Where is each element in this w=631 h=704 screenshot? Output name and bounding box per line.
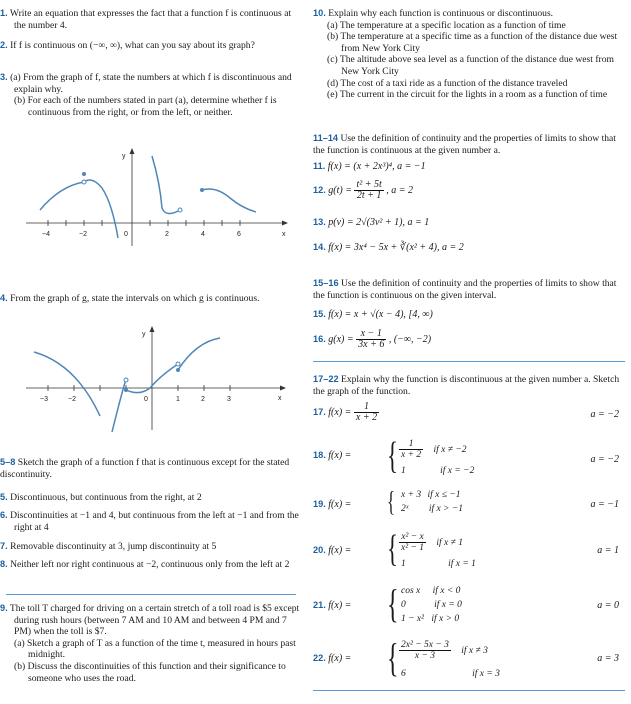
tick-label: 6 xyxy=(237,231,241,238)
equation-lhs: f(x) = xyxy=(328,653,352,664)
problem-11 xyxy=(313,161,426,173)
brace: { xyxy=(387,635,399,680)
equation-lhs: f(x) = xyxy=(328,499,352,510)
problem-7 xyxy=(0,541,300,553)
problem-18 xyxy=(313,450,351,462)
problem-number: 21. xyxy=(313,600,326,610)
curve-segment-2 xyxy=(84,180,118,238)
problem-1 xyxy=(0,8,300,31)
curve-segment-4 xyxy=(202,189,256,212)
problem-number: 14. xyxy=(313,242,326,252)
fraction xyxy=(354,180,383,201)
tick-label: 1 xyxy=(176,396,180,403)
denominator: 3x + 6 xyxy=(358,339,385,350)
case-condition: if x ≠ −2 xyxy=(433,444,467,455)
numerator: x² − x xyxy=(399,532,426,543)
case-condition: if x = 1 xyxy=(448,559,476,569)
problem-number: 1. xyxy=(0,8,8,18)
given-a: a = −1 xyxy=(590,499,619,510)
case-row xyxy=(399,439,467,460)
equation-tail: , (−∞, −2) xyxy=(388,333,432,345)
case-value: x + 3 xyxy=(401,490,422,500)
case-row xyxy=(399,640,488,661)
problem-6 xyxy=(0,510,300,533)
fraction xyxy=(399,640,451,661)
problem-number: 8. xyxy=(0,559,8,569)
tick-label: −2 xyxy=(68,396,76,403)
problem-number: 13. xyxy=(313,217,326,227)
equation-lhs: g(x) = xyxy=(328,333,354,345)
case-value: 2ˣ xyxy=(401,504,409,514)
denominator: x + 2 xyxy=(401,450,422,460)
numerator: 2x² − 5x − 3 xyxy=(401,640,449,650)
problem-number: 16. xyxy=(313,333,326,344)
case-value: cos x xyxy=(401,586,421,596)
list-item: (a) The temperature at a specific location as a function of time xyxy=(327,19,566,31)
fraction xyxy=(399,532,426,553)
group-15-16 xyxy=(313,278,625,301)
problem-15 xyxy=(313,309,433,321)
case-row xyxy=(401,669,500,681)
problem-number: 19. xyxy=(313,499,326,509)
problem-number: 22. xyxy=(313,653,326,663)
problem-part-a: (a) From the graph of f, state the numbers at which f is discontinuous and explain why. xyxy=(10,72,292,95)
problem-part-b: (b) Discuss the discontinuities of this function and their significance to someone who uses the road. xyxy=(14,660,286,684)
open-point xyxy=(176,362,180,366)
x-axis-arrow xyxy=(282,221,288,226)
case-condition: if x ≤ −1 xyxy=(427,490,461,500)
problem-number: 17. xyxy=(313,406,326,417)
brace: { xyxy=(387,435,398,477)
numerator: t² + 5t xyxy=(356,179,382,190)
closed-point xyxy=(200,188,204,192)
case-condition: if x = 0 xyxy=(434,600,462,610)
group-instructions: Sketch the graph of a function f that is continuous except for the stated discontinuity. xyxy=(0,457,290,480)
equation-lhs: g(t) = xyxy=(328,184,352,196)
case-condition: if x < 0 xyxy=(432,586,461,596)
group-range: 11–14 xyxy=(313,133,339,143)
problem-14 xyxy=(313,242,464,254)
problem-17 xyxy=(313,402,379,423)
problem-number: 20. xyxy=(313,545,326,555)
group-instructions: Use the definition of continuity and the properties of limits to show that the function is continuous on the given interval. xyxy=(313,278,617,301)
numerator: 1 xyxy=(399,439,423,450)
problem-number: 9. xyxy=(0,603,8,613)
tick-label: 4 xyxy=(201,231,205,238)
equation-lhs: f(x) = xyxy=(328,406,352,418)
equation: p(v) = 2√(3v² + 1), a = 1 xyxy=(328,217,430,228)
case-value: 6 xyxy=(401,669,406,679)
closed-point xyxy=(124,388,128,392)
denominator: x − 3 xyxy=(414,651,435,661)
case-row xyxy=(401,490,461,502)
problem-22 xyxy=(313,653,351,665)
numerator: 1 xyxy=(354,402,379,413)
problem-number: 5. xyxy=(0,492,8,502)
case-value: 1 xyxy=(401,559,406,569)
tick-label: −2 xyxy=(79,231,87,238)
section-rule xyxy=(313,690,625,691)
case-value: 1 xyxy=(401,466,406,476)
x-label: x xyxy=(278,395,282,402)
case-condition: if x = −2 xyxy=(440,466,475,476)
problem-8 xyxy=(0,559,300,571)
problem-21 xyxy=(313,600,351,612)
tick-label: −3 xyxy=(40,396,48,403)
problem-text: Discontinuities at −1 and 4, but continuous from the left at −1 and from the right at 4 xyxy=(10,510,299,533)
case-value: 1 − x² xyxy=(401,614,424,624)
case-value: 0 xyxy=(401,600,406,610)
y-label: y xyxy=(142,331,146,338)
case-row xyxy=(401,600,462,612)
problem-text: Discontinuous, but continuous from the right, at 2 xyxy=(10,492,202,503)
denominator: x² − 1 xyxy=(401,543,424,553)
case-condition: if x ≠ 1 xyxy=(436,537,463,548)
closed-point xyxy=(82,172,86,176)
case-condition: if x ≠ 3 xyxy=(461,645,488,656)
open-point xyxy=(124,378,128,382)
problem-text: If f is continuous on (−∞, ∞), what can you say about its graph? xyxy=(10,40,255,51)
problem-number: 12. xyxy=(313,184,326,195)
case-row xyxy=(401,614,459,626)
group-11-14 xyxy=(313,133,625,156)
problem-number: 11. xyxy=(313,161,326,171)
curve-segment-1 xyxy=(34,352,100,416)
equation: f(x) = 3x⁴ − 5x + ∛(x² + 4), a = 2 xyxy=(328,242,464,253)
y-label: y xyxy=(122,153,126,160)
curve-segment-4 xyxy=(178,338,220,370)
list-item: (c) The altitude above sea level as a function of the distance due west from New York City xyxy=(327,54,614,77)
denominator: x + 2 xyxy=(355,412,378,423)
tick-label: 2 xyxy=(201,396,205,403)
y-axis-arrow xyxy=(130,148,135,154)
equation: f(x) = x + √(x − 4), [4, ∞) xyxy=(328,309,433,320)
problem-text: From the graph of g, state the intervals on which g is continuous. xyxy=(10,293,260,304)
problem-4 xyxy=(0,293,300,305)
case-row xyxy=(399,532,463,553)
problem-part-a: (a) Sketch a graph of T as a function of the time t, measured in hours past midnight. xyxy=(14,637,296,661)
denominator: 2t + 1 xyxy=(356,190,382,201)
curve-segment-3 xyxy=(152,156,180,214)
graph-f xyxy=(20,148,290,250)
equation-lhs: f(x) = xyxy=(328,450,352,461)
fraction xyxy=(399,439,423,460)
group-range: 5–8 xyxy=(0,457,16,467)
equation-lhs: f(x) = xyxy=(328,600,352,611)
open-point xyxy=(178,208,182,212)
given-a: a = −2 xyxy=(590,409,619,420)
equation-lhs: f(x) = xyxy=(328,545,352,556)
graph-g xyxy=(20,324,290,434)
group-17-22 xyxy=(313,374,625,397)
problem-text: Neither left nor right continuous at −2, continuous only from the left at 2 xyxy=(10,559,290,570)
problem-number: 18. xyxy=(313,450,326,460)
problem-number: 4. xyxy=(0,293,8,303)
equation-tail: , a = 2 xyxy=(386,184,414,196)
case-condition: if x > 0 xyxy=(431,614,460,624)
tick-label: −4 xyxy=(42,231,50,238)
problem-9 xyxy=(0,603,300,684)
brace: { xyxy=(387,487,396,518)
list-item: (d) The cost of a taxi ride as a function of the distance traveled xyxy=(327,77,568,89)
case-condition: if x = 3 xyxy=(472,669,500,679)
given-a: a = 0 xyxy=(597,600,619,611)
y-axis-arrow xyxy=(150,326,155,332)
closed-point xyxy=(176,368,180,372)
tick-label: 2 xyxy=(165,231,169,238)
x-label: x xyxy=(282,231,286,238)
problem-20 xyxy=(313,545,351,557)
problem-number: 7. xyxy=(0,541,8,551)
equation: f(x) = (x + 2x³)⁴, a = −1 xyxy=(327,161,426,172)
problem-number: 6. xyxy=(0,510,8,520)
problem-3 xyxy=(0,72,300,118)
brace: { xyxy=(387,528,398,570)
problem-2 xyxy=(0,40,300,52)
tick-label: 0 xyxy=(144,396,148,403)
list-item: (e) The current in the circuit for the lights in a room as a function of time xyxy=(327,89,608,101)
case-row xyxy=(401,559,476,571)
given-a: a = 1 xyxy=(597,545,619,556)
section-rule xyxy=(313,361,625,362)
tick-label: 3 xyxy=(227,396,231,403)
case-row xyxy=(401,586,460,598)
brace: { xyxy=(387,581,399,626)
problem-text: Write an equation that expresses the fact that a function f is continuous at the number 4. xyxy=(9,8,292,31)
numerator: x − 1 xyxy=(356,329,386,340)
problem-part-b: (b) For each of the numbers stated in part (a), determine whether f is continuous from the right, or from the left, or neither. xyxy=(14,95,277,118)
fraction xyxy=(354,402,379,423)
given-a: a = −2 xyxy=(590,454,619,465)
problem-number: 3. xyxy=(0,72,8,82)
fraction xyxy=(356,329,386,350)
problem-text: Explain why each function is continuous or discontinuous. xyxy=(328,8,554,19)
problem-5 xyxy=(0,492,300,504)
problem-10 xyxy=(313,8,625,101)
x-axis-arrow xyxy=(280,386,286,391)
problem-16 xyxy=(313,329,431,350)
section-rule xyxy=(6,594,296,595)
problem-number: 15. xyxy=(313,309,326,319)
group-range: 17–22 xyxy=(313,374,339,384)
group-5-8 xyxy=(0,457,300,480)
problem-12 xyxy=(313,180,413,201)
problem-19 xyxy=(313,499,351,511)
problem-number: 2. xyxy=(0,40,8,50)
group-instructions: Explain why the function is discontinuous at the given number a. Sketch the graph of the function. xyxy=(313,374,620,397)
case-row xyxy=(401,504,463,516)
case-condition: if x > −1 xyxy=(428,504,464,514)
tick-label: 0 xyxy=(124,231,128,238)
problem-number: 10. xyxy=(313,8,326,18)
problem-text: Removable discontinuity at 3, jump discontinuity at 5 xyxy=(10,541,217,552)
list-item: (b) The temperature at a specific time as a function of the distance due west from New York City xyxy=(327,31,618,54)
problem-text: The toll T charged for driving on a certain stretch of a toll road is $5 except during rush hours (between 7 AM and 10 AM and between 4 PM and 7 PM) when the toll is $7. xyxy=(9,603,300,638)
problem-13 xyxy=(313,217,429,229)
curve-segment-1 xyxy=(40,182,84,210)
given-a: a = 3 xyxy=(597,653,619,664)
group-range: 15–16 xyxy=(313,278,339,288)
case-row xyxy=(401,466,474,478)
open-point xyxy=(82,180,86,184)
group-instructions: Use the definition of continuity and the properties of limits to show that the function is continuous at the given number a. xyxy=(313,133,616,156)
